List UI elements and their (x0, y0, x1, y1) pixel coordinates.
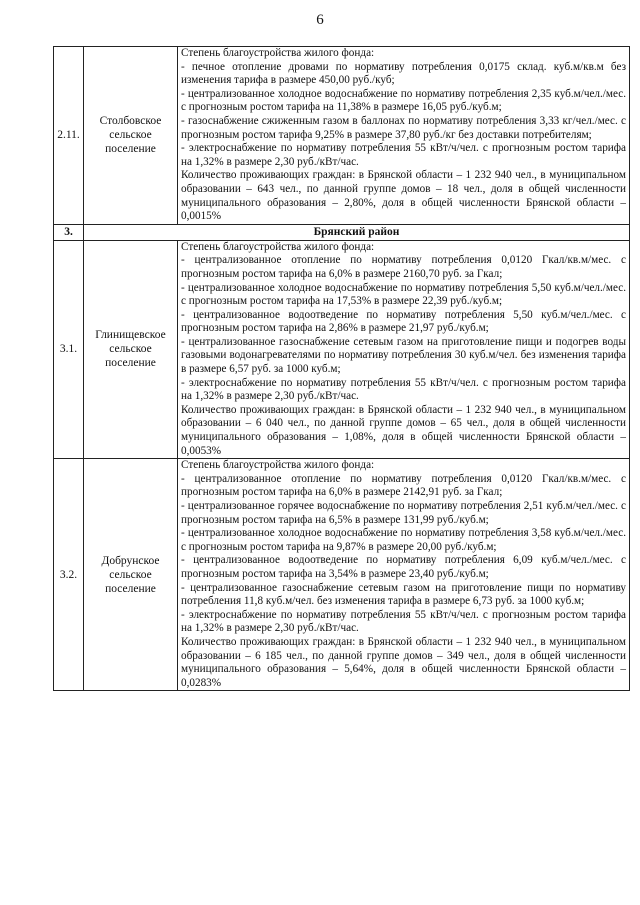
utility-tariff-item: - централизованное отопление по нормативу потребления 0,0120 Гкал/кв.м/мес. с прогнозным ростом тарифа на 6,0% в размере 2160,70 руб. за Гкал; (181, 254, 626, 280)
settlement-description (178, 240, 630, 459)
utility-tariff-item: - централизованное холодное водоснабжение по нормативу потребления 3,58 куб.м/чел./мес. с прогнозным ростом тарифа на 9,87% в размере 20,00 руб./куб.м; (181, 527, 626, 553)
description-heading: Степень благоустройства жилого фонда: (181, 47, 375, 59)
utility-tariff-item: - электроснабжение по нормативу потребления 55 кВт/ч/чел. с прогнозным ростом тарифа на 1,32% в размере 2,30 руб./кВт/час. (181, 142, 626, 168)
row-number: 3.1. (54, 240, 84, 459)
region-row (54, 224, 630, 240)
utility-tariff-item: - печное отопление дровами по нормативу потребления 0,0175 склад. куб.м/кв.м без изменения тарифа в размере 450,00 руб./куб; (181, 60, 626, 87)
utility-tariff-item: - централизованное холодное водоснабжение по нормативу потребления 2,35 куб.м/чел./мес. с прогнозным ростом тарифа на 11,38% в размере 16,05 руб./куб.м; (181, 87, 626, 114)
utility-tariff-item: - электроснабжение по нормативу потребления 55 кВт/ч/чел. с прогнозным ростом тарифа на 1,32% в размере 2,30 руб./кВт/час. (181, 608, 626, 635)
settlement-name: Столбовское сельское поселение (84, 47, 178, 225)
settlement-name: Глинищевское сельское поселение (84, 240, 178, 459)
utility-tariff-item: - централизованное горячее водоснабжение по нормативу потребления 2,51 куб.м/чел./мес. с прогнозным ростом тарифа на 6,5% в размере 131,99 руб./куб.м; (181, 500, 626, 526)
row-number: 3. (54, 224, 84, 240)
page-number: 6 (316, 12, 324, 28)
settlement-tariff-table (53, 46, 630, 691)
utility-tariff-item: - централизованное отопление по нормативу потребления 0,0120 Гкал/кв.м/мес. с прогнозным ростом тарифа на 6,0% в размере 2142,91 руб. за Гкал; (181, 472, 626, 499)
utility-tariff-item: - газоснабжение сжиженным газом в баллонах по нормативу потребления 3,33 кг/чел./мес. с прогнозным ростом тарифа 9,25% в размере 37,80 руб./кг без доставки потребителям; (181, 114, 626, 141)
population-statement: Количество проживающих граждан: в Брянской области – 1 232 940 чел., в муниципальном образовании – 643 чел., по данной группе домов – 18 чел., доля в общей численности муниципального образования – 2,80%, доля в общей численности Брянской области – 0,0015% (181, 169, 626, 223)
description-heading: Степень благоустройства жилого фонда: (181, 459, 375, 472)
population-statement: Количество проживающих граждан: в Брянской области – 1 232 940 чел., в муниципальном образовании – 6 185 чел., по данной группе домов – 349 чел., доля в общей численности муниципального образования – 5,64%, доля в общей численности Брянской области – 0,0283% (181, 635, 626, 689)
settlement-row (54, 47, 630, 225)
utility-tariff-item: - централизованное холодное водоснабжение по нормативу потребления 5,50 куб.м/чел./мес. с прогнозным ростом тарифа на 17,53% в размере 22,39 руб./куб.м; (181, 281, 626, 308)
settlement-name: Добрунское сельское поселение (84, 459, 178, 691)
population-statement: Количество проживающих граждан: в Брянской области – 1 232 940 чел., в муниципальном образовании – 6 040 чел., по данной группе домов – 65 чел., доля в общей численности муниципального образования – 1,08%, доля в общей численности Брянской области – 0,0053% (181, 403, 626, 457)
description-heading: Степень благоустройства жилого фонда: (181, 240, 375, 253)
utility-tariff-item: - централизованное газоснабжение сетевым газом на приготовление пищи по нормативу потребления 11,8 куб.м/чел. без изменения тарифа в размере 6,73 руб. за 1000 куб.м; (181, 581, 626, 608)
settlement-row (54, 240, 630, 459)
utility-tariff-item: - централизованное водоотведение по нормативу потребления 6,09 куб.м/чел./мес. с прогнозным ростом тарифа на 3,54% в размере 23,40 руб./куб.м; (181, 554, 626, 580)
utility-tariff-item: - централизованное газоснабжение сетевым газом на приготовление пищи и подогрев воды газовыми водонагревателями по нормативу потребления 30 куб.м/чел. без изменения тарифа в размере 6,57 руб. за 1000 куб.м; (181, 335, 626, 376)
utility-tariff-item: - централизованное водоотведение по нормативу потребления 5,50 куб.м/чел./мес. с прогнозным ростом тарифа на 2,86% в размере 21,97 руб./куб.м; (181, 308, 626, 335)
row-number: 3.2. (54, 459, 84, 691)
row-number: 2.11. (54, 47, 84, 225)
utility-tariff-item: - электроснабжение по нормативу потребления 55 кВт/ч/чел. с прогнозным ростом тарифа на 1,32% в размере 2,30 руб./кВт/час. (181, 376, 626, 403)
settlement-description (178, 47, 630, 225)
region-title: Брянский район (84, 224, 630, 240)
settlement-description (178, 459, 630, 691)
settlement-row (54, 459, 630, 691)
